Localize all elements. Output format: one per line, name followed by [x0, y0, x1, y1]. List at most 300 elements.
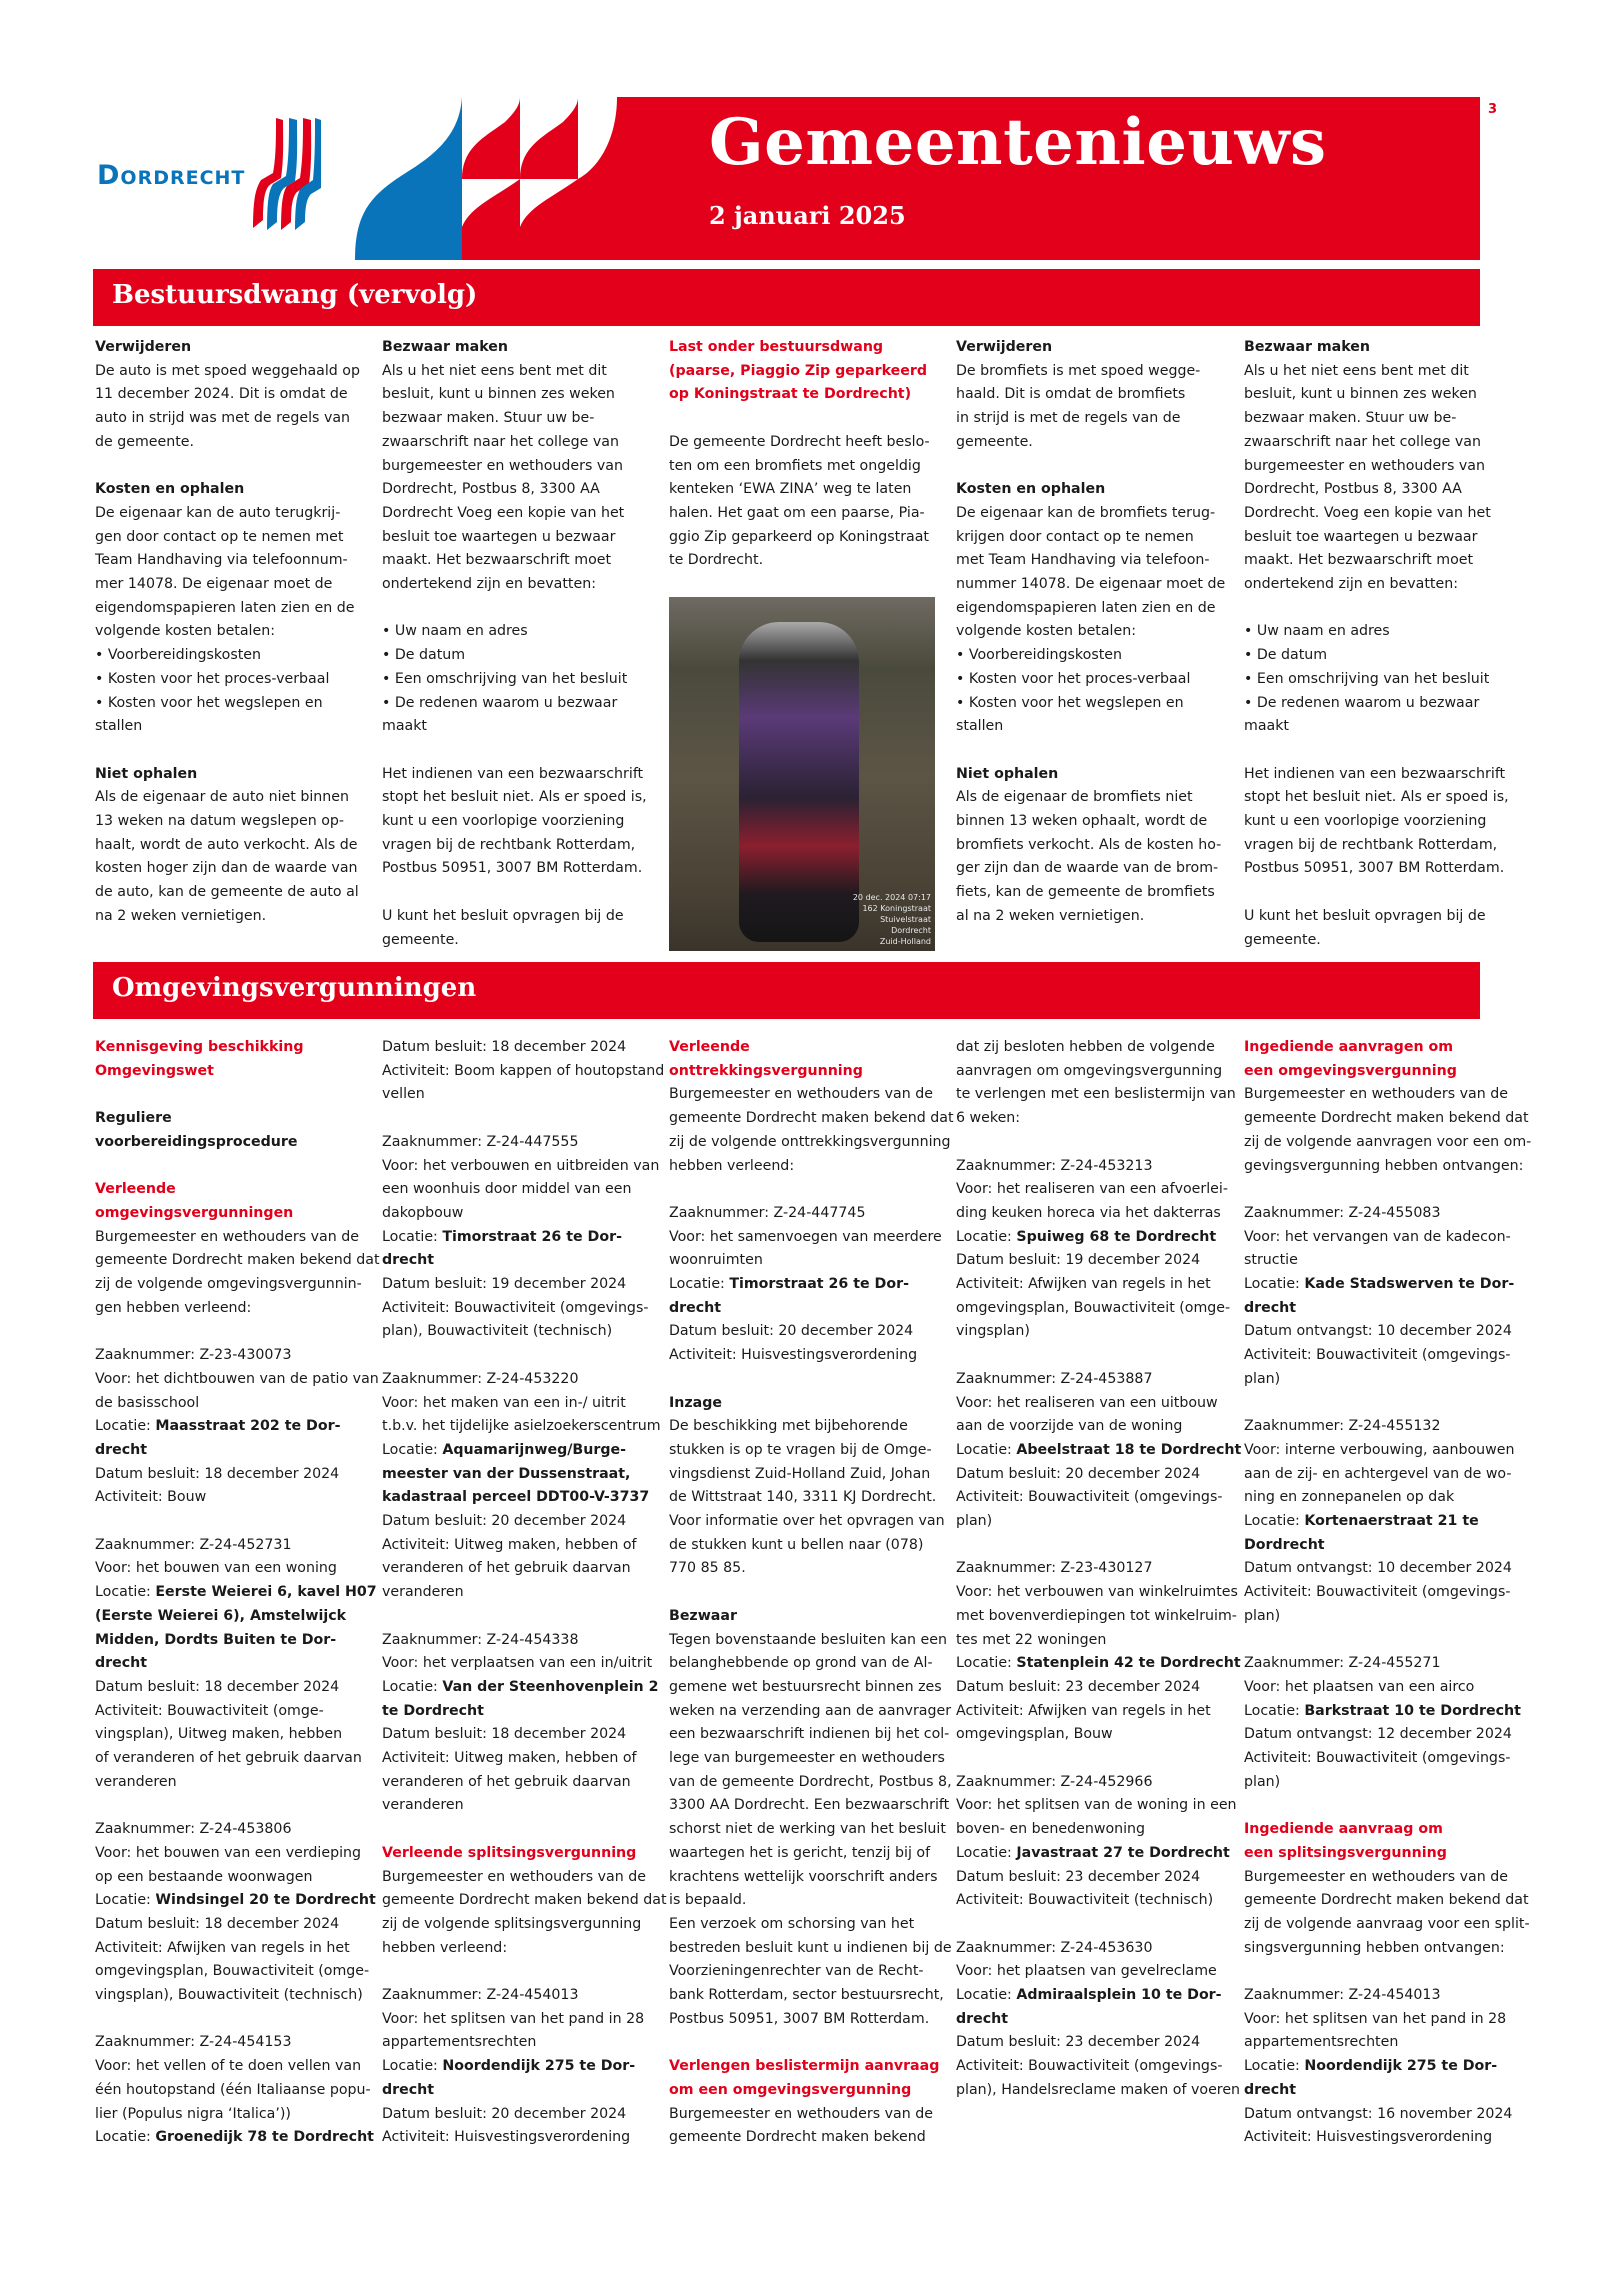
body-text: De eigenaar kan de auto terugkrij- [95, 504, 341, 521]
text-line [1244, 715, 1514, 739]
location-text: Admiraalsplein 10 te Dor- [1016, 1987, 1222, 2004]
text-line [95, 431, 365, 455]
body-text: krijgen door contact op te nemen [956, 528, 1194, 545]
text-line [95, 692, 365, 716]
location-text: Noordendijk 275 te Dor- [1304, 2058, 1498, 2075]
body-text: Voor: het plaatsen van een airco [1244, 1678, 1475, 1695]
body-text: plan), Handelsreclame maken of voeren [956, 2081, 1241, 2098]
paragraph [1244, 1202, 1514, 1392]
text-line [1244, 1937, 1514, 1961]
body-text: gemeente Dordrecht maken bekend dat [1244, 1892, 1529, 1909]
body-text: Activiteit: Bouwactiviteit (omgevings- [1244, 1584, 1511, 1601]
body-text: Burgemeester en wethouders van de [382, 1868, 646, 1885]
location-text: drecht [382, 1252, 435, 1269]
body-text: Datum besluit: 19 december 2024 [382, 1276, 627, 1293]
body-text: krachtens wettelijk voorschrift anders [669, 1868, 938, 1885]
text-line [95, 1842, 365, 1866]
text-line [669, 1866, 939, 1890]
body-text: omgevingsplan, Bouw [956, 1726, 1113, 1743]
paragraph [1244, 905, 1514, 952]
text-line [95, 881, 365, 905]
text-line [95, 1984, 365, 2008]
text-line [669, 1747, 945, 1771]
body-text: kosten hoger zijn dan de waarde van [95, 860, 358, 877]
body-text: Datum besluit: 20 december 2024 [669, 1323, 914, 1340]
body-text: na 2 weken vernietigen. [95, 907, 267, 924]
paragraph [382, 1368, 661, 1605]
text-line [669, 1155, 939, 1179]
text-line [1244, 1747, 1514, 1771]
column [956, 336, 1226, 952]
text-line [1244, 1557, 1514, 1581]
body-text: vingsplan) [956, 1323, 1030, 1340]
body-text: vingsplan), Uitweg maken, hebben [95, 1726, 343, 1743]
paragraph [956, 478, 1226, 739]
body-text: Datum besluit: 18 december 2024 [95, 1465, 340, 1482]
body-text: 770 85 85. [669, 1560, 746, 1577]
text-line [1244, 905, 1514, 929]
text-line [1244, 1486, 1514, 1510]
text-line [382, 810, 652, 834]
body-text: lier (Populus nigra ‘Italica’)) [95, 2105, 291, 2122]
red-heading: op Koningstraat te Dordrecht) [669, 386, 912, 403]
body-text: aan de zij- en achtergevel van de wo- [1244, 1465, 1512, 1482]
text-line [382, 644, 652, 668]
text-line [1244, 1866, 1514, 1890]
text-line [669, 1652, 939, 1676]
body-text: Voor: het verplaatsen van een in/uitrit [382, 1655, 653, 1672]
paragraph [382, 763, 652, 882]
red-heading: Verleende [95, 1181, 176, 1198]
paragraph [1244, 763, 1514, 882]
text-line [382, 1629, 652, 1653]
text-line [669, 431, 939, 455]
text-line [382, 857, 652, 881]
body-text: Activiteit: Afwijken van regels in het [95, 1939, 350, 1956]
text-line [95, 1557, 365, 1581]
body-text: Zaaknummer: Z-24-454338 [382, 1631, 579, 1648]
body-text: maakt [1244, 718, 1289, 735]
text-line [956, 810, 1226, 834]
body-text: Datum besluit: 23 december 2024 [956, 2034, 1201, 2051]
text-line [956, 763, 1226, 787]
location-text: drecht [956, 2010, 1009, 2027]
red-heading: Last onder bestuursdwang [669, 339, 884, 355]
body-text: ger zijn dan de waarde van de brom- [956, 860, 1219, 877]
body-text: bromfiets verkocht. Als de kosten ho- [956, 836, 1222, 853]
text-line [1244, 1036, 1514, 1060]
paragraph [669, 2055, 939, 2150]
body-text: Activiteit: Huisvestingsverordening [669, 1347, 918, 1364]
subheading: Bezwaar [669, 1607, 737, 1624]
body-text: schorst niet de werking van het besluit [669, 1821, 946, 1838]
text-line [95, 549, 365, 573]
body-text: Voor: het splitsen van het pand in 28 [1244, 2010, 1507, 2027]
body-text: Activiteit: Bouw [95, 1489, 207, 1506]
text-line [956, 905, 1226, 929]
stamp-line: Dordrecht [891, 925, 931, 935]
paragraph [95, 478, 365, 739]
text-line [956, 1463, 1226, 1487]
text-line [956, 1178, 1226, 1202]
text-line [1244, 857, 1514, 881]
column [956, 1036, 1242, 2126]
text-line [956, 620, 1226, 644]
paragraph [382, 1984, 652, 2150]
text-line [382, 620, 652, 644]
body-text: Zaaknummer: Z-24-454013 [382, 1987, 579, 2004]
text-line [1244, 526, 1514, 550]
body-text: Locatie: [1244, 1513, 1305, 1530]
text-line [382, 1297, 652, 1321]
logo-text: Dordrecht [97, 160, 246, 191]
text-line [95, 1036, 365, 1060]
text-line [669, 1060, 939, 1084]
text-line [1244, 1771, 1514, 1795]
text-line [382, 1202, 652, 1226]
text-line [669, 502, 939, 526]
text-line [669, 1534, 939, 1558]
text-line [669, 1486, 939, 1510]
body-text: • Voorbereidingskosten [956, 647, 1123, 664]
body-text: De eigenaar kan de bromfiets terug- [956, 504, 1216, 521]
paragraph [382, 1036, 665, 1107]
text-line [382, 1913, 652, 1937]
body-text: van de gemeente Dordrecht, Postbus 8, [669, 1773, 952, 1790]
text-line [956, 1249, 1226, 1273]
dordrecht-logo [97, 118, 321, 233]
body-text: Zaaknummer: Z-24-453213 [956, 1157, 1153, 1174]
text-line [95, 573, 365, 597]
text-line [669, 2103, 939, 2127]
text-line [1244, 763, 1514, 787]
location-text: Van der Steenhovenplein 2 [442, 1678, 659, 1695]
body-text: Zaaknummer: Z-23-430073 [95, 1347, 292, 1364]
paragraph [956, 1155, 1231, 1345]
text-line [956, 526, 1226, 550]
body-text: Activiteit: Boom kappen of houtopstand [382, 1062, 665, 1079]
text-line [956, 715, 1226, 739]
body-text: één houtopstand (één Italiaanse popu- [95, 2081, 371, 2098]
text-line [669, 1036, 939, 1060]
body-text: Locatie: [95, 1892, 156, 1909]
red-heading: om een omgevingsvergunning [669, 2081, 912, 2098]
text-line [956, 1960, 1226, 1984]
text-line [382, 1415, 661, 1439]
body-text: Locatie: [382, 1228, 443, 1245]
body-text: Activiteit: Afwijken van regels in het [956, 1702, 1211, 1719]
text-line [956, 1107, 1226, 1131]
body-text: maakt [382, 718, 427, 735]
text-line [1244, 2031, 1514, 2055]
body-text: Burgemeester en wethouders van de [1244, 1086, 1508, 1103]
text-line [382, 478, 652, 502]
text-line [669, 1131, 951, 1155]
body-text: • De redenen waarom u bezwaar [1244, 694, 1480, 711]
text-line [956, 478, 1226, 502]
body-text: bezwaar maken. Stuur uw be- [382, 410, 595, 427]
body-text: haalt, wordt de auto verkocht. Als de [95, 836, 358, 853]
body-text: te verlengen met een beslistermijn van [956, 1086, 1236, 1103]
body-text: De bromfiets is met spoed wegge- [956, 362, 1201, 379]
text-line [382, 383, 652, 407]
text-line [1244, 786, 1514, 810]
text-line [669, 2126, 939, 2150]
location-text: Groenedijk 78 te Dordrecht [155, 2129, 374, 2146]
body-text: dakopbouw [382, 1204, 464, 1221]
body-text: Voor: het splitsen van de woning in een [956, 1797, 1237, 1814]
text-line [956, 786, 1226, 810]
text-line [95, 2126, 374, 2150]
text-line [95, 2103, 365, 2127]
dordrecht-flag-icon [251, 118, 321, 233]
body-text: ggio Zip geparkeerd op Koningstraat [669, 528, 929, 545]
body-text: Locatie: [95, 1584, 156, 1601]
text-line [95, 810, 365, 834]
text-line [956, 2055, 1226, 2079]
text-line [382, 715, 652, 739]
text-line [95, 478, 365, 502]
paragraph [669, 1392, 945, 1582]
body-text: Voor informatie over het opvragen van [669, 1513, 945, 1530]
text-line [382, 929, 652, 953]
text-line [956, 573, 1226, 597]
body-text: Als u het niet eens bent met dit [1244, 362, 1469, 379]
body-text: Activiteit: Bouwactiviteit (omgevings- [382, 1299, 649, 1316]
subheading: Verwijderen [956, 339, 1053, 355]
body-text: besluit toe waartegen u bezwaar [1244, 528, 1478, 545]
red-heading: omgevingsvergunningen [95, 1204, 294, 1221]
text-line [95, 1178, 365, 1202]
body-text: maakt. Het bezwaarschrift moet [382, 552, 612, 569]
body-text: de gemeente. [95, 433, 195, 450]
body-text: ondertekend zijn en bevatten: [1244, 576, 1458, 593]
body-text: Zaaknummer: Z-24-453887 [956, 1370, 1153, 1387]
text-line [382, 573, 652, 597]
body-text: Datum besluit: 18 december 2024 [382, 1039, 627, 1055]
body-text: t.b.v. het tijdelijke asielzoekerscentrum [382, 1418, 661, 1435]
body-text: de basisschool [95, 1394, 200, 1411]
text-line [956, 1629, 1226, 1653]
text-line [382, 1226, 652, 1250]
paragraph [95, 1178, 380, 1320]
text-line [669, 1510, 945, 1534]
text-line [1244, 1202, 1514, 1226]
body-text: • Kosten voor het wegslepen en [95, 694, 323, 711]
paragraph [669, 1036, 954, 1178]
body-text: Datum besluit: 18 december 2024 [95, 1915, 340, 1932]
text-line [95, 407, 365, 431]
paragraph [95, 1818, 376, 2008]
body-text: kenteken ‘EWA ZINA’ weg te laten [669, 481, 912, 498]
text-line [1244, 407, 1514, 431]
text-line [382, 1368, 652, 1392]
body-text: besluit, kunt u binnen zes weken [382, 386, 615, 403]
text-line [669, 2055, 939, 2079]
text-line [669, 1984, 944, 2008]
body-text: Locatie: [956, 1844, 1017, 1861]
text-line [382, 360, 652, 384]
text-line [956, 2079, 1241, 2103]
location-text: Kortenaerstraat 21 te [1304, 1513, 1479, 1530]
location-text: (Eerste Weierei 6), Amstelwijck [95, 1607, 347, 1624]
body-text: vragen bij de rechtbank Rotterdam, [382, 836, 636, 853]
text-line [382, 834, 652, 858]
text-line [956, 834, 1226, 858]
body-text: Locatie: [669, 1276, 730, 1293]
body-text: Zaaknummer: Z-24-452966 [956, 1773, 1153, 1790]
location-text: Dordrecht [1244, 1536, 1325, 1553]
body-text: Het indienen van een bezwaarschrift [1244, 765, 1506, 782]
body-text: te Dordrecht. [669, 552, 764, 569]
text-line [956, 1202, 1226, 1226]
body-text: Dordrecht, Postbus 8, 3300 AA [382, 481, 600, 498]
body-text: gemeente. [382, 931, 459, 948]
column [95, 1036, 380, 2174]
body-text: veranderen [95, 1773, 177, 1790]
body-text: Datum besluit: 23 december 2024 [956, 1868, 1201, 1885]
scooter-photo [669, 597, 935, 951]
red-heading: Kennisgeving beschikking [95, 1039, 304, 1055]
paragraph [95, 1344, 379, 1510]
text-line [669, 360, 939, 384]
text-line [382, 692, 652, 716]
text-line [1244, 1818, 1514, 1842]
text-line [1244, 1320, 1514, 1344]
text-line [956, 1605, 1237, 1629]
text-line [95, 1960, 370, 1984]
text-line [669, 455, 939, 479]
subheading: Reguliere [95, 1110, 172, 1127]
red-heading: Omgevingswet [95, 1062, 214, 1079]
text-line [95, 1368, 379, 1392]
body-text: Als u het niet eens bent met dit [382, 362, 607, 379]
paragraph [1244, 336, 1514, 597]
text-line [669, 336, 939, 360]
column [382, 1036, 667, 2174]
text-line [382, 1155, 660, 1179]
location-text: Eerste Weierei 6, kavel H07 [155, 1584, 377, 1601]
subheading: Kosten en ophalen [956, 481, 1106, 498]
body-text: Locatie: [956, 1228, 1017, 1245]
body-text: woonruimten [669, 1252, 763, 1269]
text-line [382, 2079, 652, 2103]
text-line [956, 2031, 1226, 2055]
paragraph [669, 1202, 942, 1368]
text-line [1244, 1652, 1514, 1676]
text-line [956, 1700, 1226, 1724]
body-text: Datum ontvangst: 10 december 2024 [1244, 1560, 1512, 1577]
text-line [382, 1486, 652, 1510]
text-line [95, 1131, 365, 1155]
body-text: vellen [382, 1086, 425, 1103]
paragraph [1244, 1652, 1521, 1794]
text-line [382, 1392, 652, 1416]
text-line [956, 1984, 1226, 2008]
paragraph [382, 1131, 660, 1344]
text-line [669, 1913, 939, 1937]
text-line [95, 857, 365, 881]
body-text: • Uw naam en adres [1244, 623, 1390, 640]
text-line [95, 1463, 365, 1487]
text-line [669, 1202, 939, 1226]
body-text: auto in strijd was met de regels van [95, 410, 351, 427]
text-line [1244, 1913, 1530, 1937]
text-line [382, 1723, 652, 1747]
text-line [1244, 502, 1514, 526]
body-text: plan) [956, 1513, 993, 1530]
red-heading: Ingediende aanvraag om [1244, 1821, 1443, 1838]
body-text: Activiteit: Afwijken van regels in het [956, 1276, 1211, 1293]
body-text: Als de eigenaar de bromfiets niet [956, 789, 1193, 806]
body-text: eigendomspapieren laten zien en de [95, 599, 355, 616]
text-line [956, 597, 1226, 621]
text-line [956, 1486, 1226, 1510]
text-line [1244, 383, 1514, 407]
paragraph [956, 1368, 1242, 1534]
text-line [669, 1889, 939, 1913]
location-text: drecht [95, 1655, 148, 1672]
body-text: halen. Het gaat om een paarse, Pia- [669, 504, 925, 521]
text-line [95, 1415, 365, 1439]
text-line [95, 1818, 365, 1842]
body-text: gen door contact op te nemen met [95, 528, 344, 545]
text-line [1244, 1984, 1514, 2008]
location-text: Javastraat 27 te Dordrecht [1016, 1844, 1230, 1861]
body-text: belanghebbende op grond van de Al- [669, 1655, 933, 1672]
text-line [382, 407, 652, 431]
text-line [1244, 1060, 1514, 1084]
body-text: tes met 22 woningen [956, 1631, 1107, 1648]
text-line [956, 1392, 1226, 1416]
body-text: • Voorbereidingskosten [95, 647, 262, 664]
text-line [956, 1036, 1226, 1060]
text-line [669, 1700, 952, 1724]
text-line [382, 1320, 652, 1344]
location-text: Statenplein 42 te Dordrecht [1016, 1655, 1241, 1672]
text-line [1244, 1510, 1514, 1534]
text-line [1244, 1249, 1514, 1273]
body-text: stallen [95, 718, 143, 735]
body-text: met bovenverdiepingen tot winkelruim- [956, 1607, 1237, 1624]
body-text: stallen [956, 718, 1004, 735]
location-text: Noordendijk 275 te Dor- [442, 2058, 636, 2075]
body-text: • De redenen waarom u bezwaar [382, 694, 618, 711]
body-text: U kunt het besluit opvragen bij de [382, 907, 624, 924]
text-line [95, 644, 365, 668]
text-line [382, 431, 652, 455]
paragraph [95, 1036, 365, 1083]
text-line [382, 549, 652, 573]
text-line [382, 1273, 652, 1297]
body-text: Voorzieningenrechter van de Recht- [669, 1963, 924, 1980]
text-line [1244, 644, 1514, 668]
body-text: vingsdienst Zuid-Holland Zuid, Johan [669, 1465, 931, 1482]
body-text: ning en zonnepanelen op dak [1244, 1489, 1455, 1506]
text-line [382, 1083, 652, 1107]
column [669, 1036, 954, 2174]
text-line [95, 1629, 365, 1653]
location-text: meester van der Dussenstraat, [382, 1465, 631, 1482]
text-line [956, 1297, 1231, 1321]
body-text: Een verzoek om schorsing van het [669, 1915, 915, 1932]
body-text: boven- en benedenwoning [956, 1821, 1146, 1838]
subheading: Bezwaar maken [1244, 339, 1371, 355]
text-line [95, 597, 365, 621]
body-text: besluit toe waartegen u bezwaar [382, 528, 616, 545]
body-text: de auto, kan de gemeente de auto al [95, 884, 359, 901]
text-line [956, 1273, 1226, 1297]
